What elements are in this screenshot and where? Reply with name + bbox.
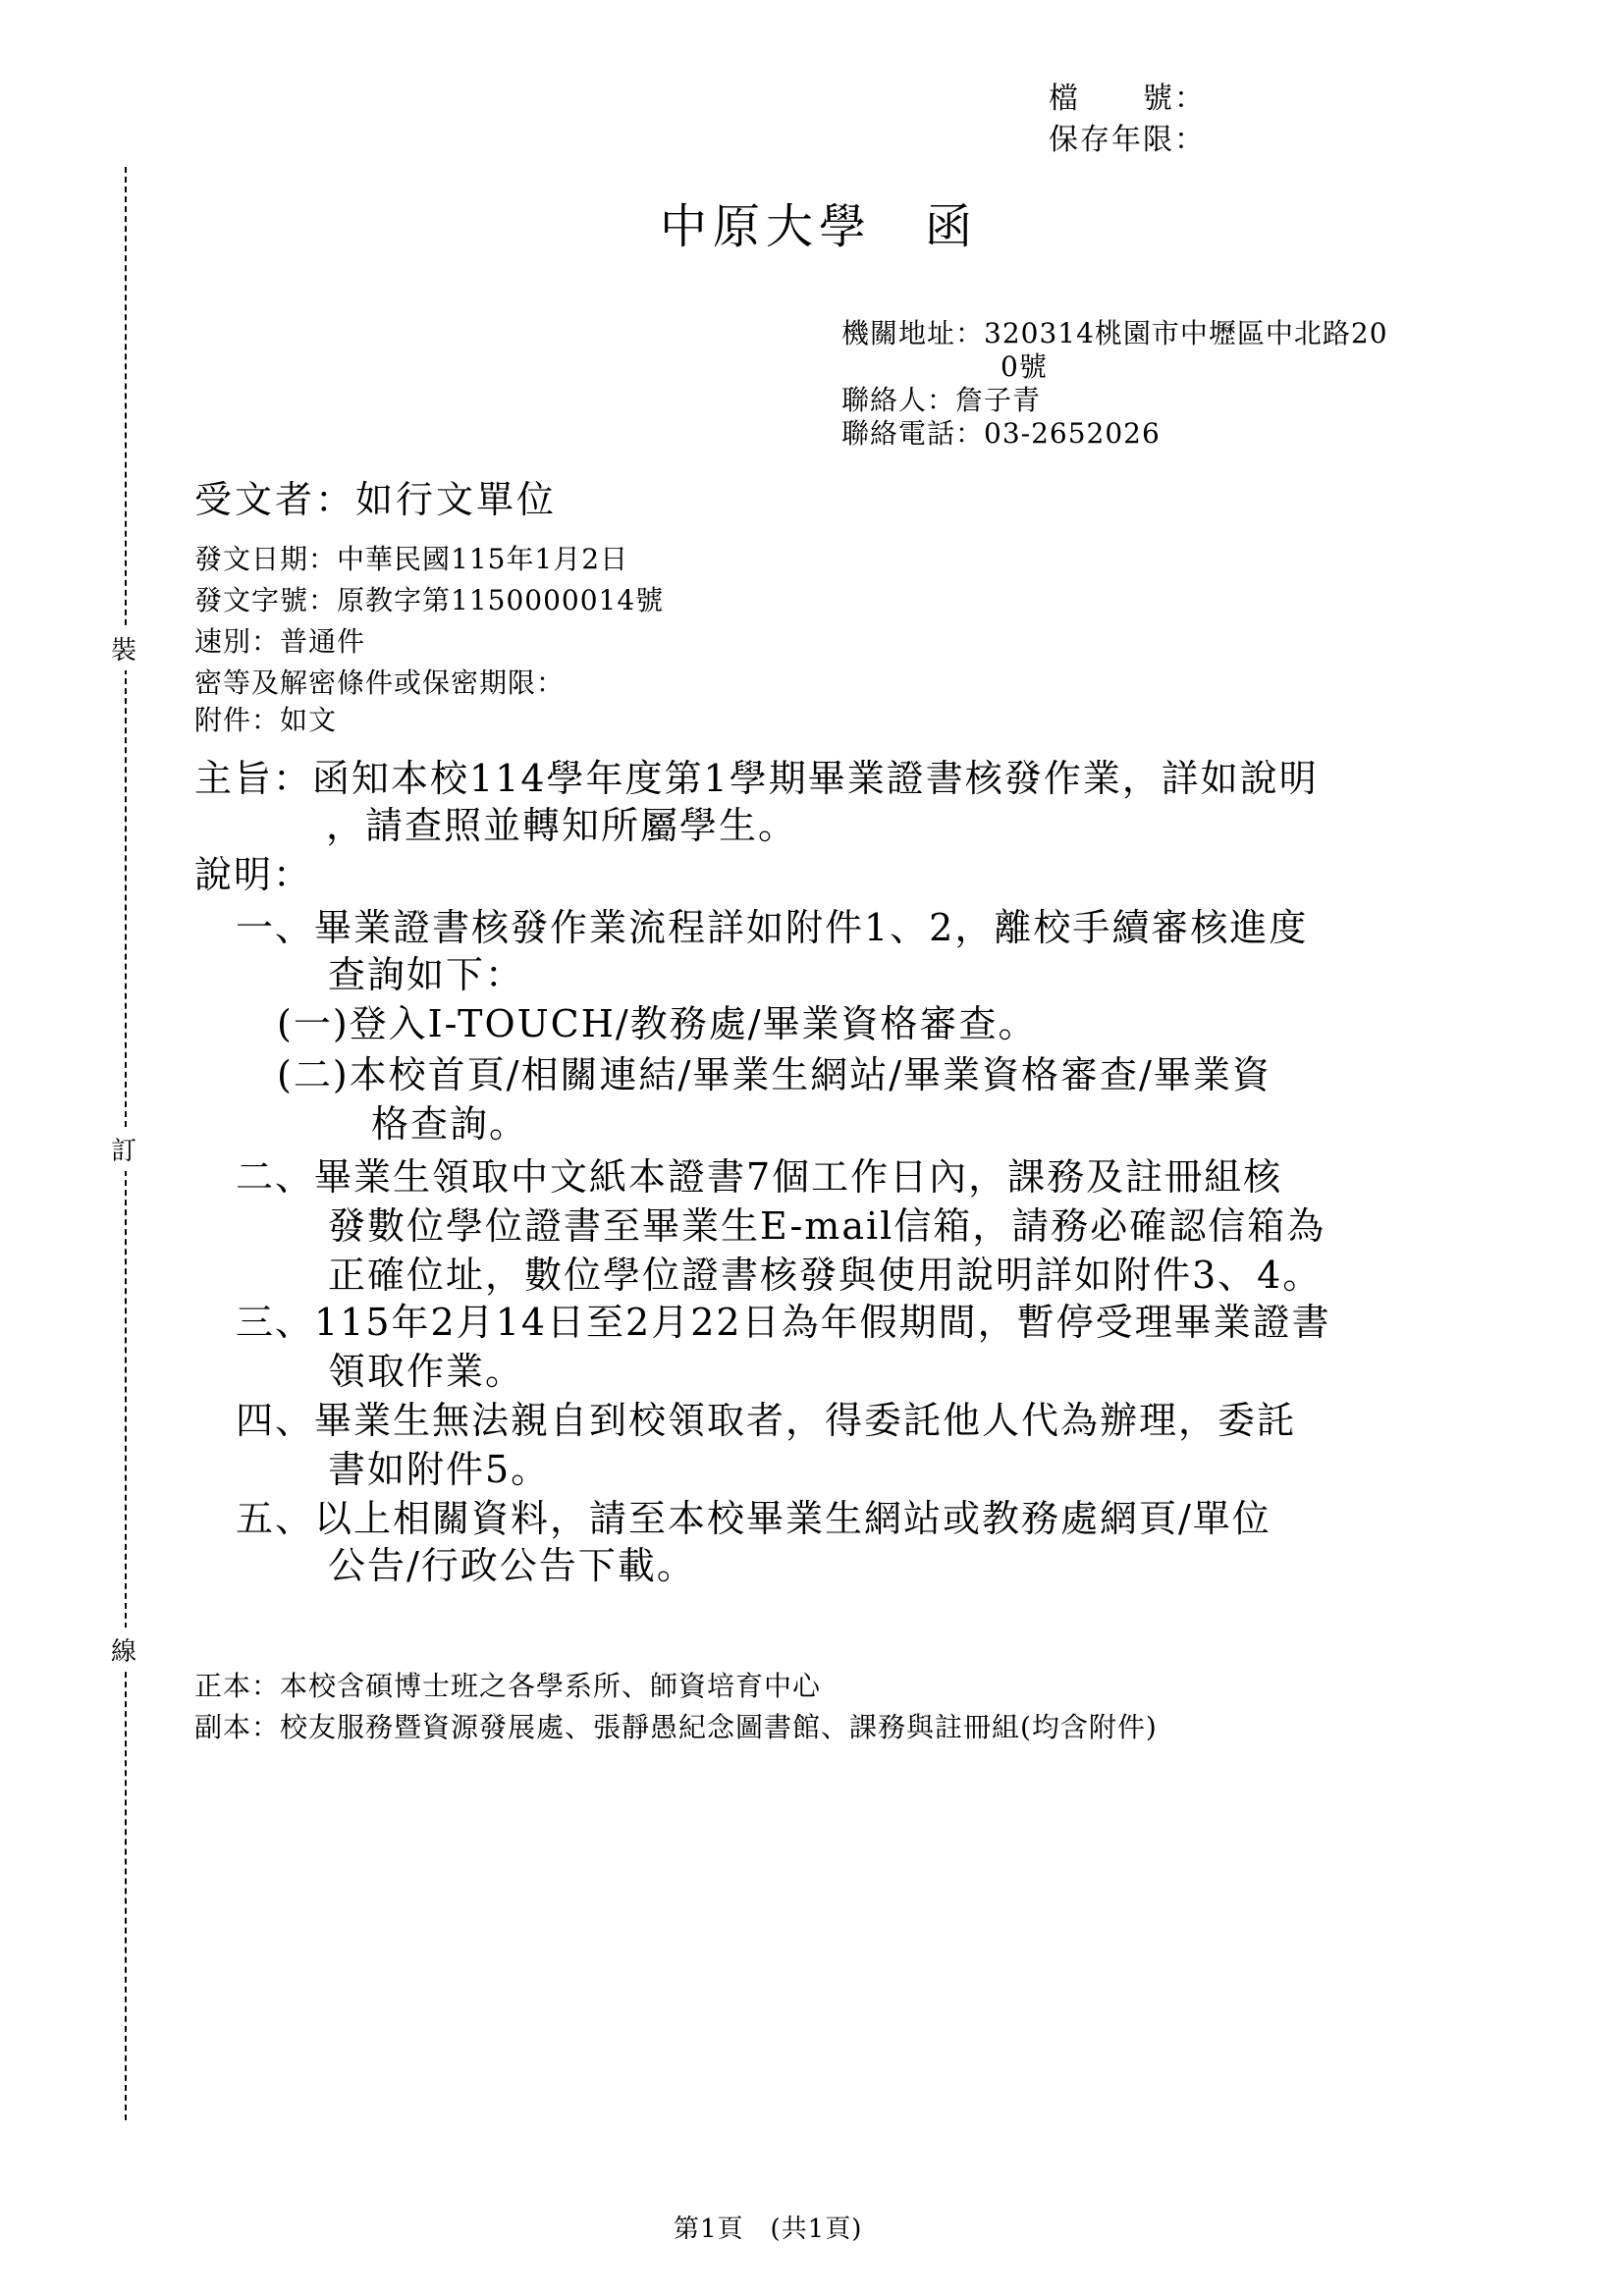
explanation-subitem: 格查詢。: [371, 1102, 529, 1146]
file-number-label: 檔 號：: [1049, 81, 1206, 116]
explanation-item: 書如附件5。: [328, 1448, 551, 1491]
explanation-item: 五、以上相關資料，請至本校畢業生網站或教務處網頁/單位: [236, 1497, 1271, 1540]
agency-address: 機關地址：320314桃園市中壢區中北路20: [841, 317, 1388, 349]
binding-char-xian: 線: [111, 1628, 136, 1672]
delivery-speed: 速別：普通件: [194, 625, 366, 658]
agency-address-cont: 0號: [1001, 350, 1048, 383]
explanation-item: 四、畢業生無法親自到校領取者，得委託他人代為辦理，委託: [236, 1399, 1297, 1442]
explanation-item: 領取作業。: [328, 1350, 525, 1393]
binding-char-zhuang: 裝: [111, 626, 136, 670]
issue-date: 發文日期：中華民國115年1月2日: [194, 543, 629, 575]
document-title: 中原大學 函: [660, 199, 979, 254]
explanation-item: 查詢如下：: [328, 953, 525, 996]
contact-person: 聯絡人：詹子青: [841, 384, 1042, 416]
explanation-subitem: (一)登入I-TOUCH/教務處/畢業資格審查。: [277, 1002, 1038, 1045]
page-number: 第1頁 (共1頁): [674, 2215, 863, 2244]
explanation-item: 正確位址，數位學位證書核發與使用說明詳如附件3、4。: [328, 1254, 1323, 1297]
explanation-item: 三、115年2月14日至2月22日為年假期間，暫停受理畢業證書: [236, 1301, 1331, 1344]
recipient: 受文者：如行文單位: [194, 478, 558, 521]
explanation-item: 公告/行政公告下載。: [328, 1544, 696, 1587]
retention-period-label: 保存年限：: [1049, 123, 1206, 157]
explanation-label: 說明：: [194, 853, 313, 896]
explanation-item: 二、畢業生領取中文紙本證書7個工作日內，課務及註冊組核: [236, 1155, 1283, 1199]
subject-line-2: ，請查照並轉知所屬學生。: [326, 804, 798, 847]
binding-char-ding: 訂: [111, 1127, 136, 1171]
secrecy-level: 密等及解密條件或保密期限：: [194, 667, 566, 699]
attachment: 附件：如文: [194, 704, 338, 736]
explanation-item: 發數位學位證書至畢業生E-mail信箱，請務必確認信箱為: [328, 1204, 1326, 1248]
explanation-item: 一、畢業證書核發作業流程詳如附件1、2，離校手續審核進度: [236, 906, 1309, 949]
main-recipients: 正本：本校含碩博士班之各學系所、師資培育中心: [194, 1670, 822, 1702]
document-number: 發文字號：原教字第1150000014號: [194, 584, 665, 616]
subject-line-1: 主旨：函知本校114學年度第1學期畢業證書核發作業，詳如說明: [194, 757, 1319, 800]
copy-recipients: 副本：校友服務暨資源發展處、張靜愚紀念圖書館、課務與註冊組(均含附件): [194, 1711, 1158, 1743]
explanation-subitem: (二)本校首頁/相關連結/畢業生網站/畢業資格審查/畢業資: [277, 1053, 1271, 1096]
contact-phone: 聯絡電話：03-2652026: [841, 417, 1161, 450]
